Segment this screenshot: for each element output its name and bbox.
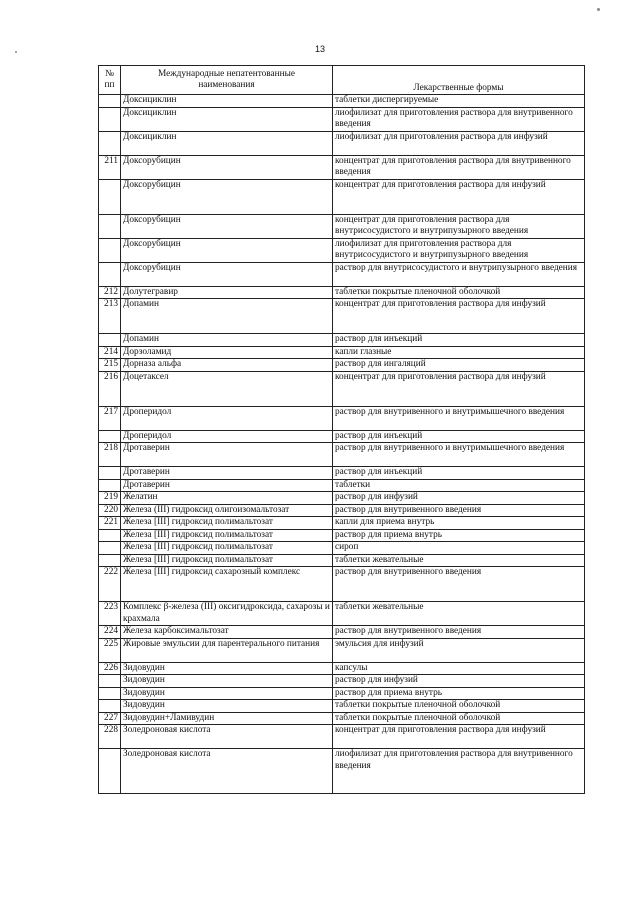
table-row: [99, 346, 585, 359]
row-number: 220: [99, 504, 121, 517]
table-row: [99, 675, 585, 688]
table-row: [99, 517, 585, 530]
page-number: 13: [314, 44, 325, 54]
row-number: [99, 700, 121, 713]
row-number: 218: [99, 443, 121, 467]
row-number: 211: [99, 155, 121, 179]
drug-name: Жировые эмульсии для парентерального питания: [121, 638, 333, 662]
dosage-form: таблетки покрытые пленочной оболочкой: [333, 712, 585, 725]
table-row: [99, 467, 585, 480]
dosage-form: таблетки жевательные: [333, 554, 585, 567]
drug-name: Дротаверин: [121, 443, 333, 467]
row-number: [99, 687, 121, 700]
row-number: [99, 95, 121, 108]
drug-name: Доцетаксел: [121, 371, 333, 406]
row-number: 219: [99, 492, 121, 505]
drug-name: Железа [III] гидроксид полимальтозат: [121, 517, 333, 530]
scan-speck: [597, 8, 600, 11]
drug-name: Железа [III] гидроксид полимальтозат: [121, 554, 333, 567]
drug-name: Железа [III] гидроксид полимальтозат: [121, 542, 333, 555]
table-row: [99, 662, 585, 675]
dosage-form: раствор для приема внутрь: [333, 687, 585, 700]
table-row: [99, 602, 585, 626]
drug-name: Долутегравир: [121, 286, 333, 299]
row-number: [99, 179, 121, 214]
row-number: [99, 675, 121, 688]
drug-name: Железа [III] гидроксид полимальтозат: [121, 529, 333, 542]
dosage-form: концентрат для приготовления раствора для внутривенного введения: [333, 155, 585, 179]
table-row: [99, 725, 585, 749]
table-row: [99, 371, 585, 406]
dosage-form: раствор для внутривенного введения: [333, 567, 585, 602]
table-row: [99, 712, 585, 725]
drug-name: Доксициклин: [121, 107, 333, 131]
dosage-form: таблетки жевательные: [333, 602, 585, 626]
dosage-form: лиофилизат для приготовления раствора для инфузий: [333, 131, 585, 155]
dosage-form: таблетки покрытые пленочной оболочкой: [333, 286, 585, 299]
table-row: [99, 443, 585, 467]
table-row: [99, 554, 585, 567]
row-number: [99, 107, 121, 131]
row-number: [99, 554, 121, 567]
dosage-form: капли глазные: [333, 346, 585, 359]
dosage-form: концентрат для приготовления раствора для инфузий: [333, 371, 585, 406]
drug-name: Зидовудин: [121, 687, 333, 700]
dosage-form: раствор для инъекций: [333, 467, 585, 480]
drug-name: Доксициклин: [121, 131, 333, 155]
drug-name: Допамин: [121, 334, 333, 347]
row-number: 225: [99, 638, 121, 662]
dosage-form: раствор для инъекций: [333, 334, 585, 347]
table-header-row: [99, 66, 585, 95]
drug-name: Зидовудин: [121, 662, 333, 675]
row-number: 213: [99, 299, 121, 334]
drug-name: Дротаверин: [121, 467, 333, 480]
row-number: 228: [99, 725, 121, 749]
dosage-form: раствор для инъекций: [333, 430, 585, 443]
table-row: [99, 479, 585, 492]
table-row: [99, 359, 585, 372]
table-row: [99, 238, 585, 262]
dosage-form: концентрат для приготовления раствора для внутрисосудистого и внутрипузырного введения: [333, 214, 585, 238]
dosage-form: таблетки диспергируемые: [333, 95, 585, 108]
table-row: [99, 406, 585, 430]
dosage-form: таблетки: [333, 479, 585, 492]
table-row: [99, 638, 585, 662]
header-number-line-2: пп: [104, 80, 115, 90]
drug-name: Золедроновая кислота: [121, 749, 333, 794]
row-number: 212: [99, 286, 121, 299]
table-row: [99, 542, 585, 555]
dosage-form: раствор для внутривенного и внутримышечного введения: [333, 406, 585, 430]
dosage-form: лиофилизат для приготовления раствора для внутрисосудистого и внутрипузырного введения: [333, 238, 585, 262]
dosage-form: раствор для внутривенного и внутримышечного введения: [333, 443, 585, 467]
row-number: 226: [99, 662, 121, 675]
row-number: [99, 529, 121, 542]
table-row: [99, 504, 585, 517]
dosage-form: лиофилизат для приготовления раствора для внутривенного введения: [333, 749, 585, 794]
row-number: 215: [99, 359, 121, 372]
drug-name: Дроперидол: [121, 430, 333, 443]
header-number-line-1: №: [105, 68, 114, 79]
drug-table: [98, 65, 585, 794]
dosage-form: раствор для инфузий: [333, 675, 585, 688]
drug-name: Зидовудин+Ламивудин: [121, 712, 333, 725]
table-row: [99, 299, 585, 334]
row-number: 223: [99, 602, 121, 626]
dosage-form: капли для приема внутрь: [333, 517, 585, 530]
table-row: [99, 626, 585, 639]
header-forms: Лекарственные формы: [333, 66, 585, 95]
table-row: [99, 155, 585, 179]
dosage-form: концентрат для приготовления раствора для инфузий: [333, 299, 585, 334]
dosage-form: эмульсия для инфузий: [333, 638, 585, 662]
row-number: [99, 334, 121, 347]
dosage-form: концентрат для приготовления раствора для инфузий: [333, 725, 585, 749]
dosage-form: концентрат для приготовления раствора для инфузий: [333, 179, 585, 214]
dosage-form: раствор для приема внутрь: [333, 529, 585, 542]
drug-name: Желатин: [121, 492, 333, 505]
row-number: [99, 214, 121, 238]
header-name-line-2: наименования: [198, 80, 255, 90]
header-name: [121, 66, 333, 95]
row-number: 224: [99, 626, 121, 639]
drug-name: Дротаверин: [121, 479, 333, 492]
table-body: [99, 95, 585, 794]
drug-name: Доксорубицин: [121, 179, 333, 214]
drug-name: Железа карбоксимальтозат: [121, 626, 333, 639]
table-row: [99, 262, 585, 286]
drug-name: Дорзоламид: [121, 346, 333, 359]
dosage-form: раствор для инфузий: [333, 492, 585, 505]
table-row: [99, 567, 585, 602]
drug-name: Дроперидол: [121, 406, 333, 430]
table-row: [99, 179, 585, 214]
drug-name: Зидовудин: [121, 700, 333, 713]
drug-name: Зидовудин: [121, 675, 333, 688]
table-row: [99, 687, 585, 700]
row-number: 222: [99, 567, 121, 602]
drug-name: Доксорубицин: [121, 155, 333, 179]
drug-name: Допамин: [121, 299, 333, 334]
table-row: [99, 492, 585, 505]
drug-name: Золедроновая кислота: [121, 725, 333, 749]
row-number: 227: [99, 712, 121, 725]
row-number: [99, 542, 121, 555]
row-number: 214: [99, 346, 121, 359]
table-row: [99, 286, 585, 299]
drug-name: Доксорубицин: [121, 238, 333, 262]
row-number: [99, 238, 121, 262]
table-row: [99, 95, 585, 108]
row-number: [99, 749, 121, 794]
table-row: [99, 107, 585, 131]
header-number: [99, 66, 121, 95]
dosage-form: лиофилизат для приготовления раствора для внутривенного введения: [333, 107, 585, 131]
drug-name: Железа (III) гидроксид олигоизомальтозат: [121, 504, 333, 517]
drug-name: Доксорубицин: [121, 262, 333, 286]
row-number: 216: [99, 371, 121, 406]
table-row: [99, 700, 585, 713]
row-number: [99, 479, 121, 492]
dosage-form: капсулы: [333, 662, 585, 675]
row-number: [99, 262, 121, 286]
row-number: [99, 430, 121, 443]
row-number: 221: [99, 517, 121, 530]
row-number: [99, 467, 121, 480]
row-number: 217: [99, 406, 121, 430]
drug-name: Доксорубицин: [121, 214, 333, 238]
table-row: [99, 749, 585, 794]
drug-name: Дорназа альфа: [121, 359, 333, 372]
table-row: [99, 430, 585, 443]
table-row: [99, 214, 585, 238]
dosage-form: раствор для внутривенного введения: [333, 626, 585, 639]
table-row: [99, 529, 585, 542]
dosage-form: раствор для внутривенного введения: [333, 504, 585, 517]
dosage-form: раствор для внутрисосудистого и внутрипузырного введения: [333, 262, 585, 286]
drug-name: Железа [III] гидроксид сахарозный комплекс: [121, 567, 333, 602]
table-row: [99, 131, 585, 155]
header-name-line-1: Международные непатентованные: [157, 68, 296, 79]
dosage-form: сироп: [333, 542, 585, 555]
dosage-form: таблетки покрытые пленочной оболочкой: [333, 700, 585, 713]
drug-name: Комплекс β-железа (III) оксигидроксида, сахарозы и крахмала: [121, 602, 333, 626]
scan-speck: [15, 51, 17, 53]
table-row: [99, 334, 585, 347]
row-number: [99, 131, 121, 155]
dosage-form: раствор для ингаляций: [333, 359, 585, 372]
drug-name: Доксициклин: [121, 95, 333, 108]
